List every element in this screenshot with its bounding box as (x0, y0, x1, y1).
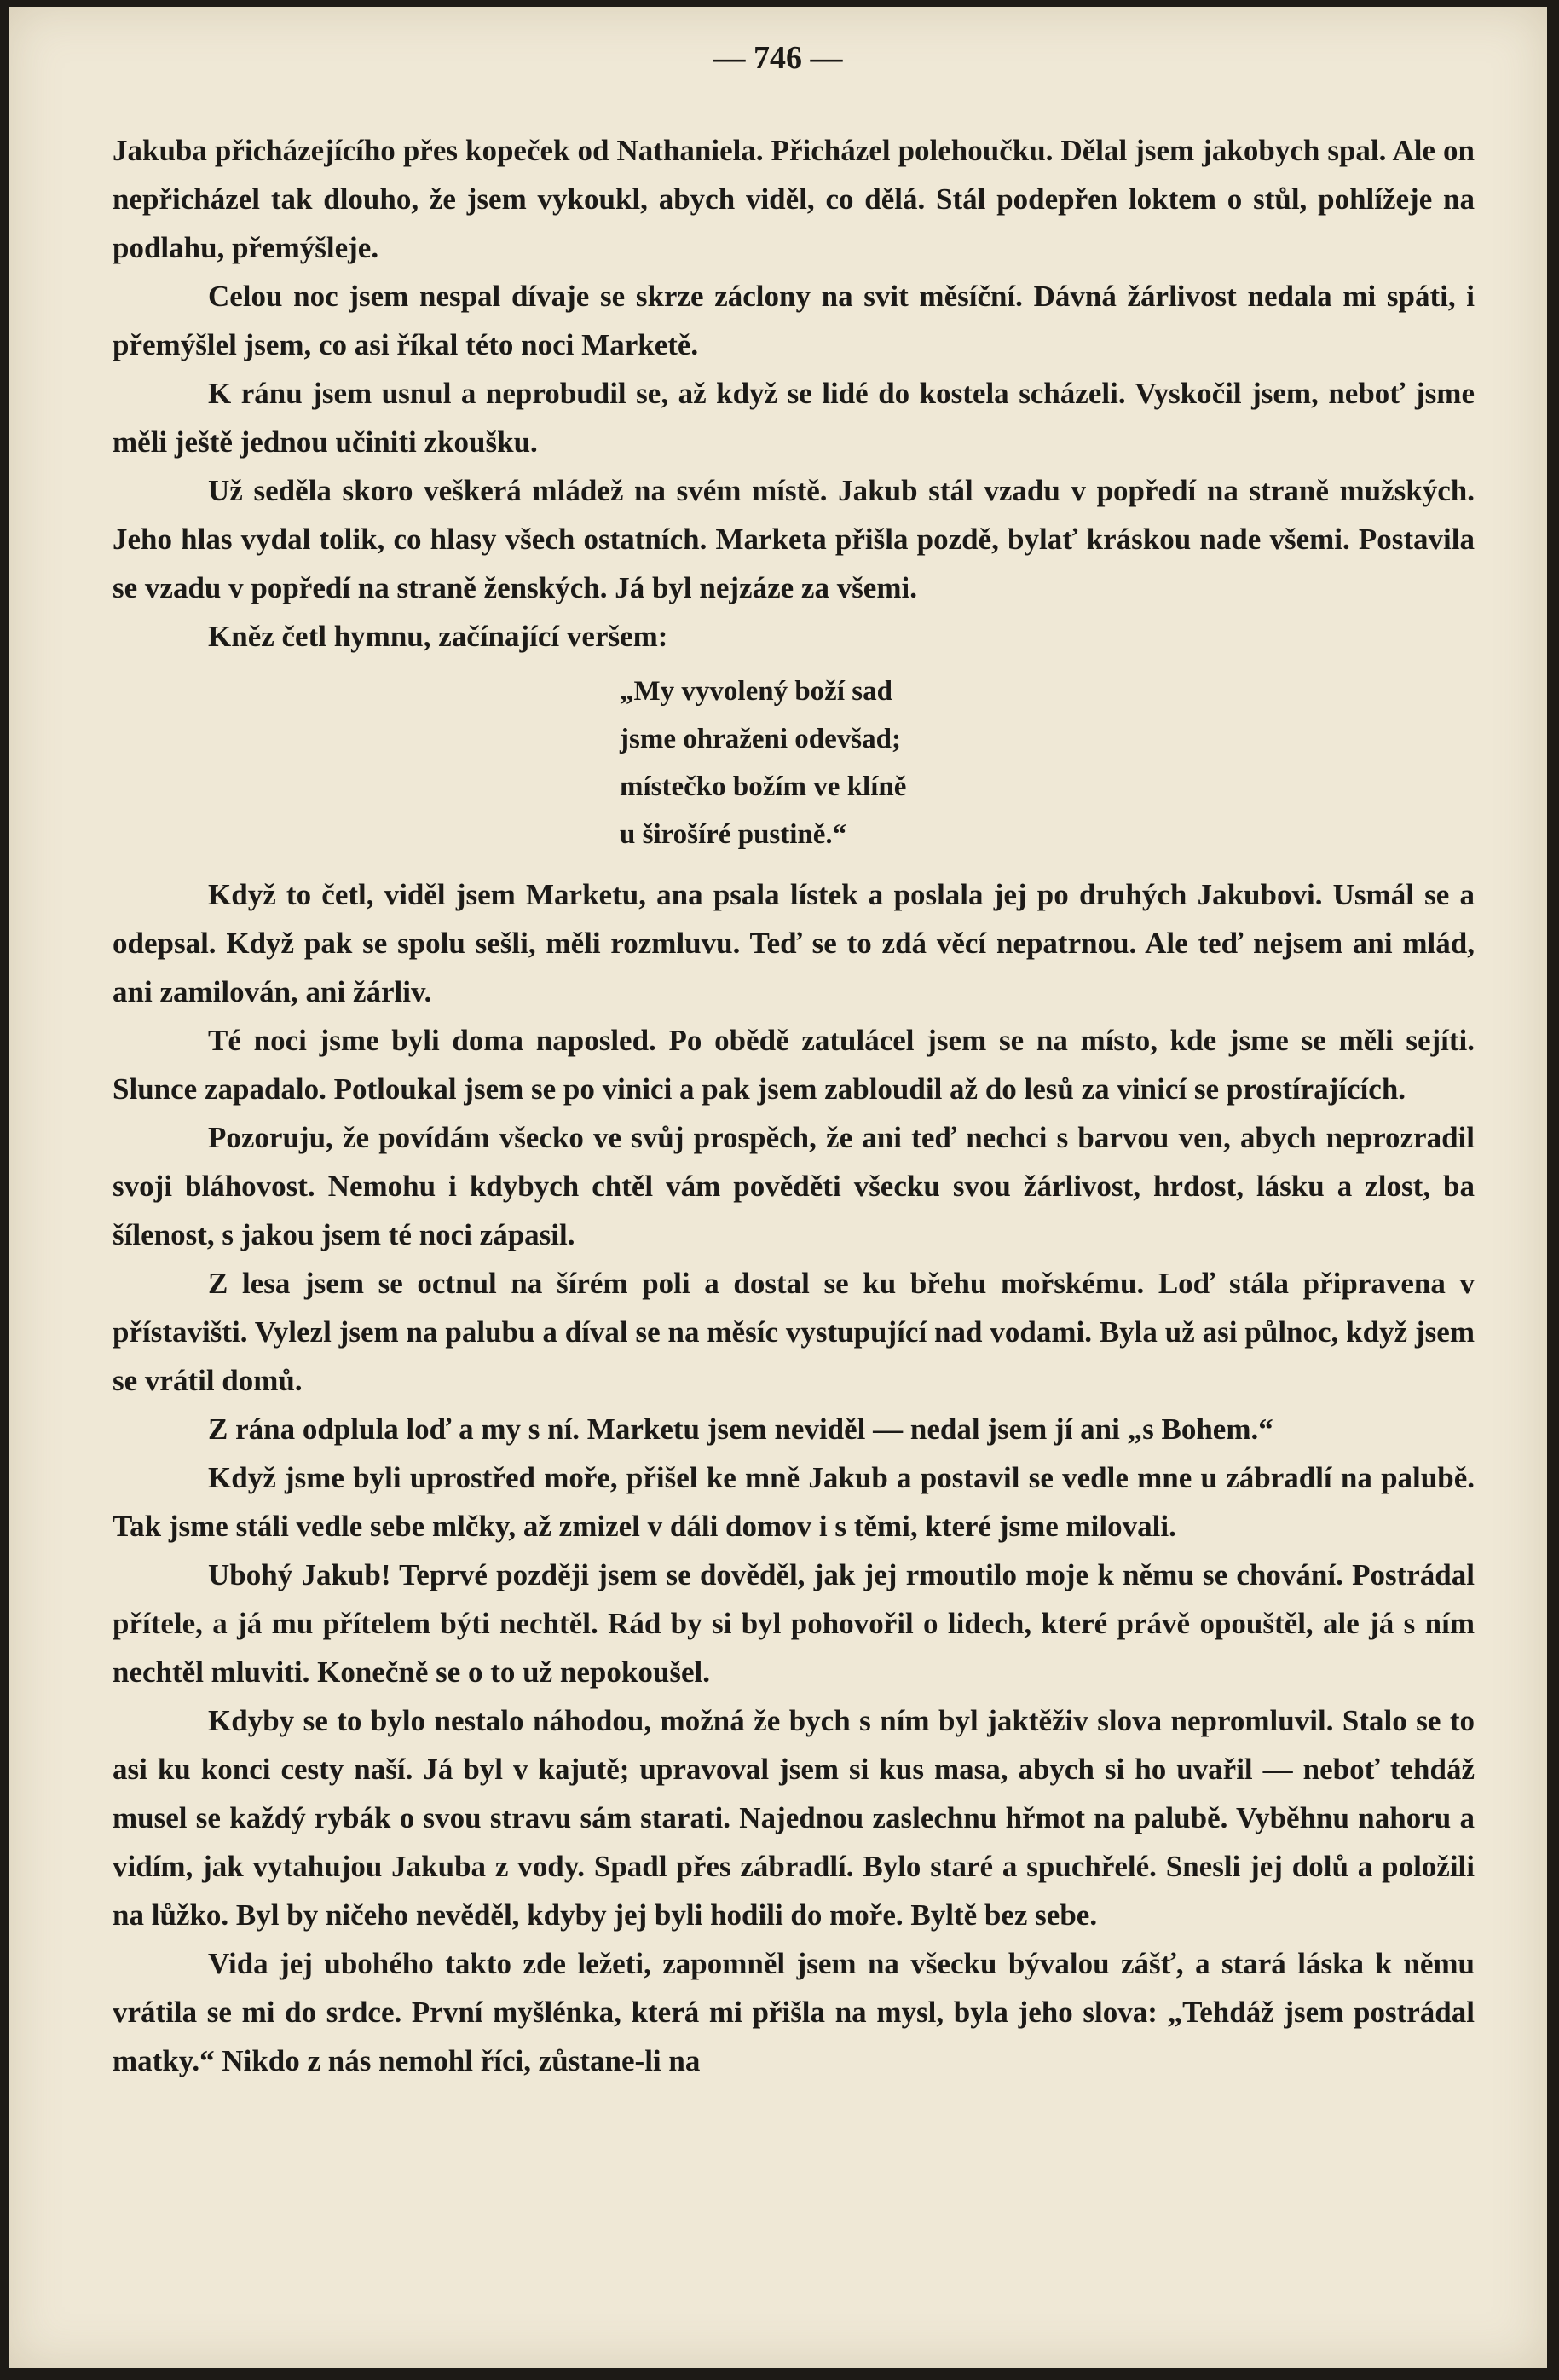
paragraph: Když to četl, viděl jsem Marketu, ana psala lístek a poslala jej po druhých Jakubovi. Usmál se a odepsal. Když pak se spolu sešli, měli rozmluvu. Teď se to zdá věcí nepatrnou. Ale teď nejsem ani mlád, ani zamilován, ani žárliv. (113, 878, 1475, 1008)
verse-line: jsme ohraženi odevšad; (620, 724, 901, 754)
paragraph: Té noci jsme byli doma naposled. Po obědě zatulácel jsem se na místo, kde jsme se měli sejíti. Slunce zapadalo. Potloukal jsem se po vinici a pak jsem zabloudil až do lesů za vinicí se prostírajících. (113, 1024, 1475, 1106)
page-number: — 746 — (713, 40, 843, 76)
verse-line: u širošíré pustině.“ (620, 819, 847, 850)
paragraph: Kněz četl hymnu, začínající veršem: (208, 620, 668, 653)
book-page (9, 7, 1547, 2368)
hymn-verse (620, 667, 1475, 858)
paragraph: K ránu jsem usnul a neprobudil se, až když se lidé do kostela scházeli. Vyskočil jsem, neboť jsme měli ještě jednou učiniti zkoušku. (113, 377, 1475, 459)
paragraph: Kdyby se to bylo nestalo náhodou, možná že bych s ním byl jaktěživ slova nepromluvil. Stalo se to asi ku konci cesty naší. Já byl v kajutě; upravoval jsem si kus masa, abych si ho uvařil — neboť tehdáž musel se každý rybák o svou stravu sám starati. Najednou zaslechnu hřmot na palubě. Vyběhnu nahoru a vidím, jak vytahujou Jakuba z vody. Spadl přes zábradlí. Bylo staré a spuchřelé. Snesli jej dolů a položili na lůžko. Byl by ničeho nevěděl, kdyby jej byli hodili do moře. Byltě bez sebe. (113, 1704, 1475, 1932)
verse-line: místečko božím ve klíně (620, 771, 907, 802)
paragraph: Celou noc jsem nespal dívaje se skrze záclony na svit měsíční. Dávná žárlivost nedala mi spáti, i přemýšlel jsem, co asi říkal této noci Marketě. (113, 280, 1475, 361)
paragraph: Z rána odplula loď a my s ní. Marketu jsem neviděl — nedal jsem jí ani „s Bohem.“ (208, 1412, 1273, 1446)
paragraph: Už seděla skoro veškerá mládež na svém místě. Jakub stál vzadu v popředí na straně mužských. Jeho hlas vydal tolik, co hlasy všech ostatních. Marketa přišla pozdě, bylať kráskou nade všemi. Postavila se vzadu v popředí na straně ženských. Já byl nejzáze za všemi. (113, 474, 1475, 604)
paragraph: Vida jej ubohého takto zde ležeti, zapomněl jsem na všecku bývalou zášť, a stará láska k němu vrátila se mi do srdce. První myšlénka, která mi přišla na mysl, byla jeho slova: „Tehdáž jsem postrádal matky.“ Nikdo z nás nemohl říci, zůstane-li na (113, 1947, 1475, 2077)
paragraph: Pozoruju, že povídám všecko ve svůj prospěch, že ani teď nechci s barvou ven, abych neprozradil svoji bláhovost. Nemohu i kdybych chtěl vám pověděti všecku svou žárlivost, hrdost, lásku a zlost, ba šílenost, s jakou jsem té noci zápasil. (113, 1121, 1475, 1251)
body-text (113, 126, 1475, 2085)
paragraph: Z lesa jsem se octnul na šírém poli a dostal se ku břehu mořskému. Loď stála připravena v přístavišti. Vylezl jsem na palubu a díval se na měsíc vystupující nad vodami. Byla už asi půlnoc, když jsem se vrátil domů. (113, 1267, 1475, 1397)
paragraph: Ubohý Jakub! Teprvé později jsem se dověděl, jak jej rmoutilo moje k němu se chování. Postrádal přítele, a já mu přítelem býti nechtěl. Rád by si byl pohovořil o lidech, které právě opouštěl, ale já s ním nechtěl mluviti. Konečně se o to už nepokoušel. (113, 1558, 1475, 1689)
paragraph: Když jsme byli uprostřed moře, přišel ke mně Jakub a postavil se vedle mne u zábradlí na palubě. Tak jsme stáli vedle sebe mlčky, až zmizel v dáli domov i s těmi, které jsme milovali. (113, 1461, 1475, 1543)
paragraph: Jakuba přicházejícího přes kopeček od Nathaniela. Přicházel polehoučku. Dělal jsem jakobych spal. Ale on nepřicházel tak dlouho, že jsem vykoukl, abych viděl, co dělá. Stál podepřen loktem o stůl, pohlížeje na podlahu, přemýšleje. (113, 134, 1475, 264)
verse-line: „My vyvolený boží sad (620, 676, 892, 707)
